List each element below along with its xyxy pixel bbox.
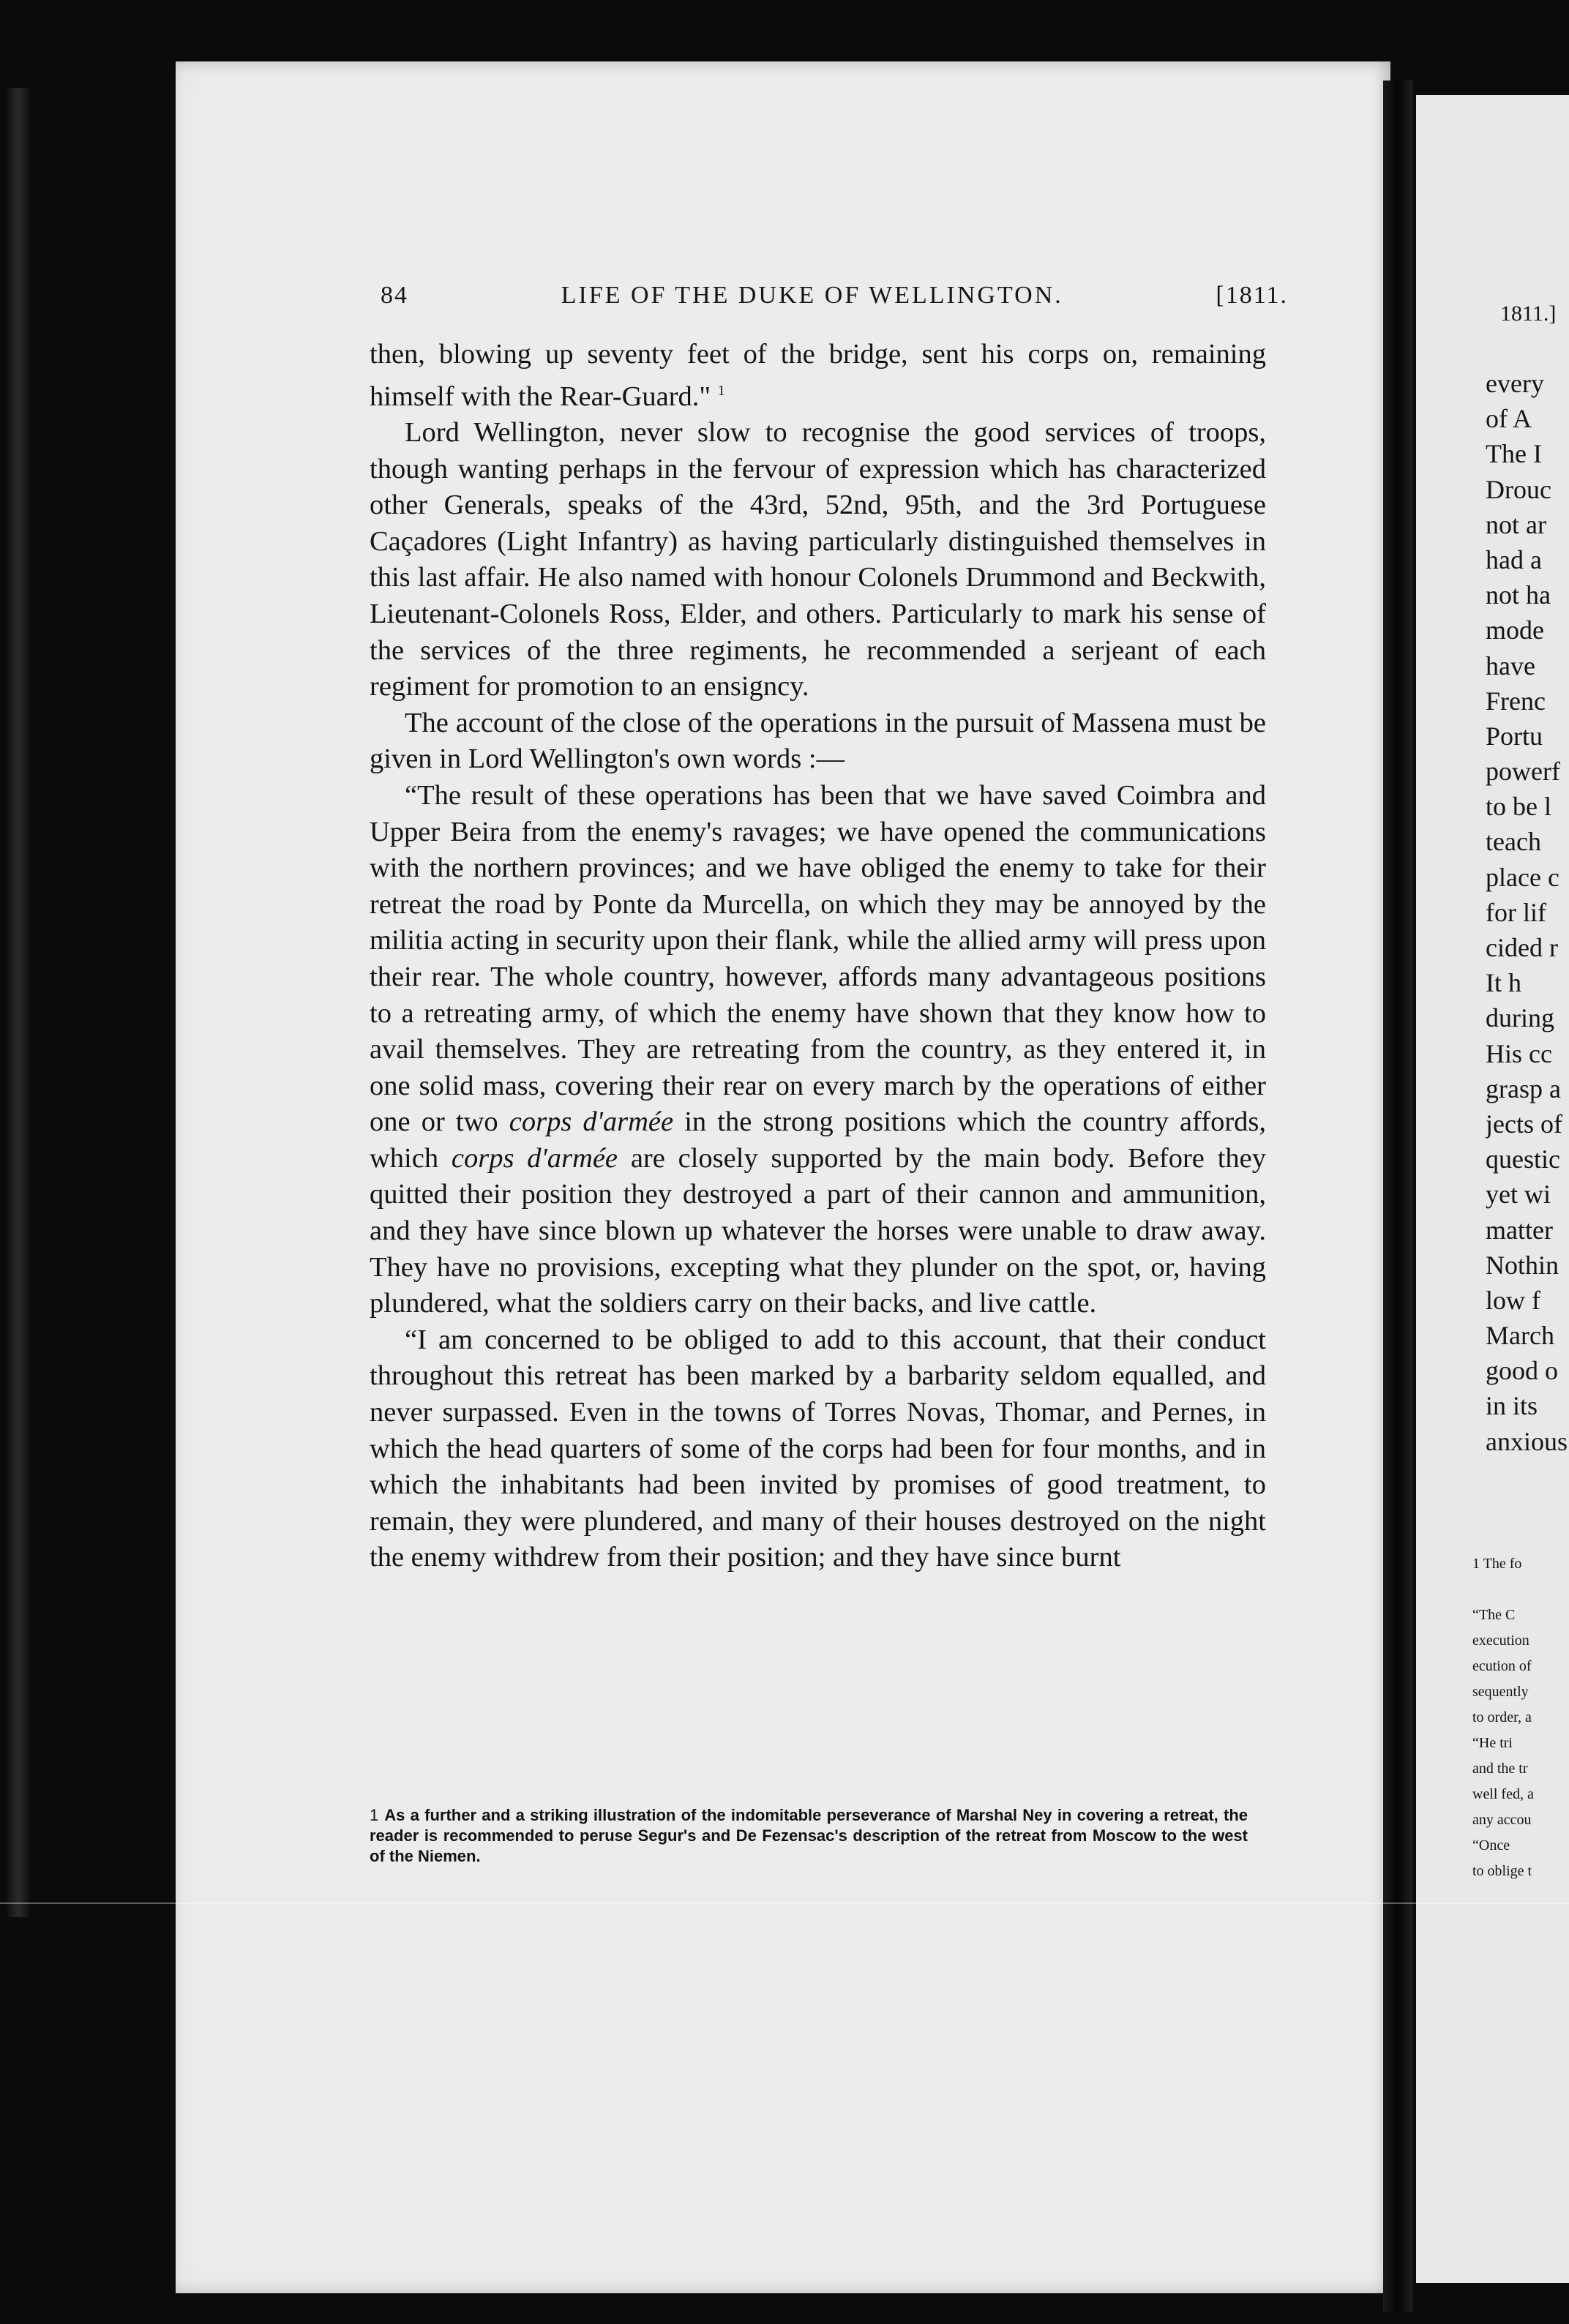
paragraph — [370, 778, 1266, 1322]
right-page-line: for lif — [1486, 897, 1546, 927]
right-page-line: had a — [1486, 544, 1542, 574]
right-page-line: Portu — [1486, 721, 1543, 751]
right-page-line: during — [1486, 1003, 1554, 1033]
footnote-marker: 1 — [717, 382, 725, 399]
right-page-note-line: to order, a — [1472, 1709, 1532, 1725]
paragraph-text: “The result of these operations has been that we have saved Coimbra and Upper Beira from the enemy's ravages; we have opened the communications with the northern provinces; and we have obliged the enemy to take for their retreat the road by Ponte da Murcella, on which they may be annoyed by the militia acting in security upon their flank, while the allied army will press upon their rear. The whole country, however, affords many advantageous positions to a retreating army, of which the enemy have shown that they know how to avail themselves. They are retreating from the country, as they entered it, in one solid mass, covering their rear on every march by the operations of either one or two — [370, 779, 1266, 1138]
scan-artifact-line — [0, 1903, 1569, 1904]
book-gutter — [1383, 80, 1412, 2312]
right-page-line: questic — [1486, 1144, 1560, 1174]
right-page-line: grasp a — [1486, 1073, 1561, 1103]
right-page-line: anxious — [1486, 1426, 1568, 1456]
right-page-line: to be l — [1486, 792, 1551, 822]
right-page-line: place c — [1486, 862, 1559, 892]
right-page-line: have — [1486, 651, 1535, 681]
footnote-number: 1 — [370, 1806, 379, 1824]
book-edge — [7, 88, 29, 1917]
right-page-text — [1486, 366, 1569, 1459]
right-page-note-line: “The C — [1472, 1607, 1516, 1623]
right-page-line: Nothin — [1486, 1250, 1559, 1280]
right-page-year: 1811.] — [1500, 301, 1557, 326]
right-page-line: not ar — [1486, 509, 1546, 539]
right-page-note-line: any accou — [1472, 1812, 1532, 1828]
right-page-line: The I — [1486, 439, 1542, 469]
right-page-note-line: execution — [1472, 1633, 1529, 1649]
body-text — [370, 337, 1266, 1576]
right-page-note-line: “Once — [1472, 1837, 1510, 1853]
right-page-line: jects of — [1486, 1109, 1562, 1139]
right-page-note-line: “He tri — [1472, 1735, 1513, 1751]
running-title: LIFE OF THE DUKE OF WELLINGTON. — [561, 282, 1063, 309]
paragraph-text: then, blowing up seventy feet of the bridge, sent his corps on, remaining himself with the Rear-Guard." — [370, 339, 1266, 412]
right-page-line: cided r — [1486, 933, 1558, 962]
paragraph: Lord Wellington, never slow to recognise the good services of troops, though wanting perhaps in the fervour of expression which has characterized other Generals, speaks of the 43rd, 52nd, 95th, and the 3rd Portuguese Caçadores (Light Infantry) as having particularly distinguished themselves in this last affair. He also named with honour Colonels Drummond and Beckwith, Lieutenant-Colonels Ross, Elder, and others. Particularly to mark his sense of the services of the three regiments, he recommended a serjeant of each regiment for promotion to an ensigncy. — [370, 417, 1266, 702]
right-page-line: every — [1486, 369, 1544, 398]
right-page-line: low f — [1486, 1285, 1540, 1315]
right-page-line: Drouc — [1486, 474, 1551, 504]
paragraph-text: are closely supported by the main body. Before they quitted their position they destroyed a part of their cannon and ammunition, and they have since blown up whatever the horses were unable to draw away. They have no provisions, excepting what they plunder on the spot, or, having plundered, what the soldiers carry on their backs, and live cattle. — [370, 1142, 1266, 1319]
right-page-note-line: 1 The fo — [1472, 1556, 1522, 1572]
footnote — [370, 1805, 1248, 1867]
right-page-line: mode — [1486, 615, 1544, 645]
right-page-line: March — [1486, 1321, 1554, 1351]
right-page-notes — [1472, 1551, 1569, 1884]
running-head — [381, 282, 1288, 310]
right-page-line: matter — [1486, 1215, 1553, 1245]
right-page-line: powerf — [1486, 757, 1560, 787]
right-page-note-line: well fed, a — [1472, 1786, 1534, 1802]
right-page-line: in its — [1486, 1391, 1538, 1421]
right-page-note-line: and the tr — [1472, 1761, 1528, 1777]
right-page-line: good o — [1486, 1356, 1558, 1386]
italic-term: corps d'armée — [509, 1106, 674, 1138]
right-page-line: teach — [1486, 827, 1541, 857]
paragraph — [370, 337, 1266, 415]
right-page-line: Frenc — [1486, 686, 1546, 716]
right-page-line: of A — [1486, 404, 1532, 434]
right-page-note-line: ecution of — [1472, 1658, 1532, 1674]
right-page-note-line: to oblige t — [1472, 1863, 1532, 1879]
paragraph: “I am concerned to be obliged to add to this account, that their conduct throughout this retreat has been marked by a barbarity seldom equalled, and never surpassed. Even in the towns of Torres Novas, Thomar, and Pernes, in which the head quarters of some of the corps had been for four months, and in which the inhabitants had been invited by promises of good treatment, to remain, they were plundered, and many of their houses destroyed on the night the enemy withdrew from their position; and they have since burnt — [370, 1324, 1266, 1573]
paragraph-text: in the strong positions which the country affords, which — [370, 1106, 1266, 1174]
right-page-line: yet wi — [1486, 1180, 1551, 1210]
right-page-note-line — [1472, 1577, 1569, 1603]
italic-term: corps d'armée — [451, 1142, 618, 1174]
running-year: [1811. — [1216, 282, 1288, 309]
page-number: 84 — [381, 282, 408, 309]
right-page-line: His cc — [1486, 1038, 1552, 1068]
right-page-line: not ha — [1486, 580, 1551, 610]
right-page-note-line: sequently — [1472, 1684, 1529, 1700]
footnote-text: As a further and a striking illustration of the indomitable perseverance of Marshal Ney in covering a retreat, the reader is recommended to peruse Segur's and De Fezensac's description of the retreat from Moscow to the west of the Niemen. — [370, 1806, 1248, 1865]
right-page-line: It h — [1486, 968, 1521, 998]
paragraph: The account of the close of the operations in the pursuit of Massena must be given in Lord Wellington's own words :— — [370, 707, 1266, 775]
